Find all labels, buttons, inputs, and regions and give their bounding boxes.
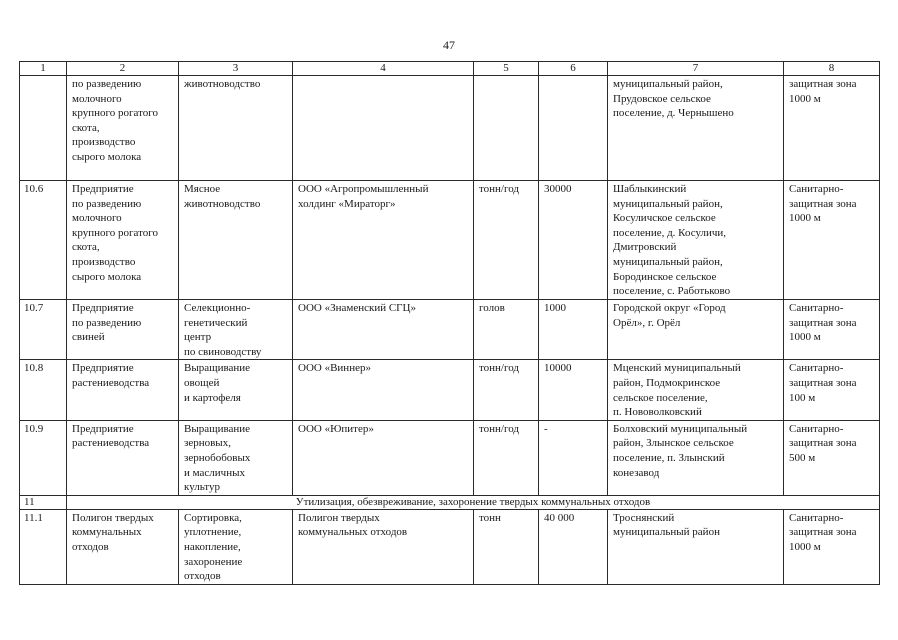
table-cell: муниципальный район, Прудовское сельское поселение, д. Чернышено: [608, 76, 784, 181]
table-cell: [20, 76, 67, 181]
header-cell: 8: [784, 62, 880, 76]
table-cell: Выращивание зерновых, зернобобовых и масличных культур: [179, 420, 293, 495]
table-cell: Мясное животноводство: [179, 181, 293, 300]
table-cell: Троснянский муниципальный район: [608, 509, 784, 584]
table-cell: -: [539, 420, 608, 495]
table-cell: голов: [474, 300, 539, 360]
table-cell: Мценский муниципальный район, Подмокринское сельское поселение, п. Нововолковский: [608, 360, 784, 420]
table-cell: Полигон твердых коммунальных отходов: [293, 509, 474, 584]
table-cell: Предприятие растениеводства: [67, 420, 179, 495]
table-cell: Предприятие растениеводства: [67, 360, 179, 420]
table-cell: Предприятие по разведению свиней: [67, 300, 179, 360]
table-header-row: [20, 62, 880, 76]
table-cell: Сортировка, уплотнение, накопление, захоронение отходов: [179, 509, 293, 584]
header-cell: 2: [67, 62, 179, 76]
table-cell: Полигон твердых коммунальных отходов: [67, 509, 179, 584]
table-cell: 1000: [539, 300, 608, 360]
header-cell: 5: [474, 62, 539, 76]
table-row: [20, 360, 880, 420]
table-cell: тонн/год: [474, 181, 539, 300]
table-cell: [474, 76, 539, 181]
table-cell: Шаблыкинский муниципальный район, Косуличское сельское поселение, д. Косуличи, Дмитровский муниципальный район, Бородинское сельское поселение, с. Работьково: [608, 181, 784, 300]
table-row: [20, 76, 880, 181]
table-cell: ООО «Юпитер»: [293, 420, 474, 495]
table-cell: Санитарно- защитная зона 500 м: [784, 420, 880, 495]
table-cell: Санитарно- защитная зона 1000 м: [784, 509, 880, 584]
table-cell: 30000: [539, 181, 608, 300]
section-row: [20, 495, 880, 509]
facilities-table: [19, 61, 880, 585]
table-row: [20, 509, 880, 584]
page-number: 47: [443, 38, 455, 52]
table-cell: тонн/год: [474, 360, 539, 420]
table-cell: ООО «Знаменский СГЦ»: [293, 300, 474, 360]
table-cell: Санитарно- защитная зона 1000 м: [784, 300, 880, 360]
table-cell: Болховский муниципальный район, Злынское сельское поселение, п. Злынский конезавод: [608, 420, 784, 495]
header-cell: 1: [20, 62, 67, 76]
section-number: 11: [20, 495, 67, 509]
table-row: [20, 420, 880, 495]
table-cell: животноводство: [179, 76, 293, 181]
table-cell: Городской округ «Город Орёл», г. Орёл: [608, 300, 784, 360]
header-cell: 6: [539, 62, 608, 76]
table-cell: 10000: [539, 360, 608, 420]
table-cell: 11.1: [20, 509, 67, 584]
table-cell: Санитарно- защитная зона 100 м: [784, 360, 880, 420]
table-cell: 10.7: [20, 300, 67, 360]
header-cell: 3: [179, 62, 293, 76]
table-cell: защитная зона 1000 м: [784, 76, 880, 181]
table-cell: Санитарно- защитная зона 1000 м: [784, 181, 880, 300]
table-cell: тонн/год: [474, 420, 539, 495]
table-cell: тонн: [474, 509, 539, 584]
table-cell: 10.8: [20, 360, 67, 420]
table-cell: Выращивание овощей и картофеля: [179, 360, 293, 420]
table-cell: ООО «Виннер»: [293, 360, 474, 420]
table-cell: 10.6: [20, 181, 67, 300]
table-cell: [539, 76, 608, 181]
table-cell: по разведению молочного крупного рогатого скота, производство сырого молока: [67, 76, 179, 181]
header-cell: 7: [608, 62, 784, 76]
table-row: [20, 181, 880, 300]
table-cell: [293, 76, 474, 181]
table-cell: 40 000: [539, 509, 608, 584]
header-cell: 4: [293, 62, 474, 76]
table-cell: 10.9: [20, 420, 67, 495]
table-cell: Предприятие по разведению молочного крупного рогатого скота, производство сырого молока: [67, 181, 179, 300]
section-title: Утилизация, обезвреживание, захоронение твердых коммунальных отходов: [67, 495, 880, 509]
table-row: [20, 300, 880, 360]
table-cell: Селекционно- генетический центр по свиноводству: [179, 300, 293, 360]
table-cell: ООО «Агропромышленный холдинг «Мираторг»: [293, 181, 474, 300]
